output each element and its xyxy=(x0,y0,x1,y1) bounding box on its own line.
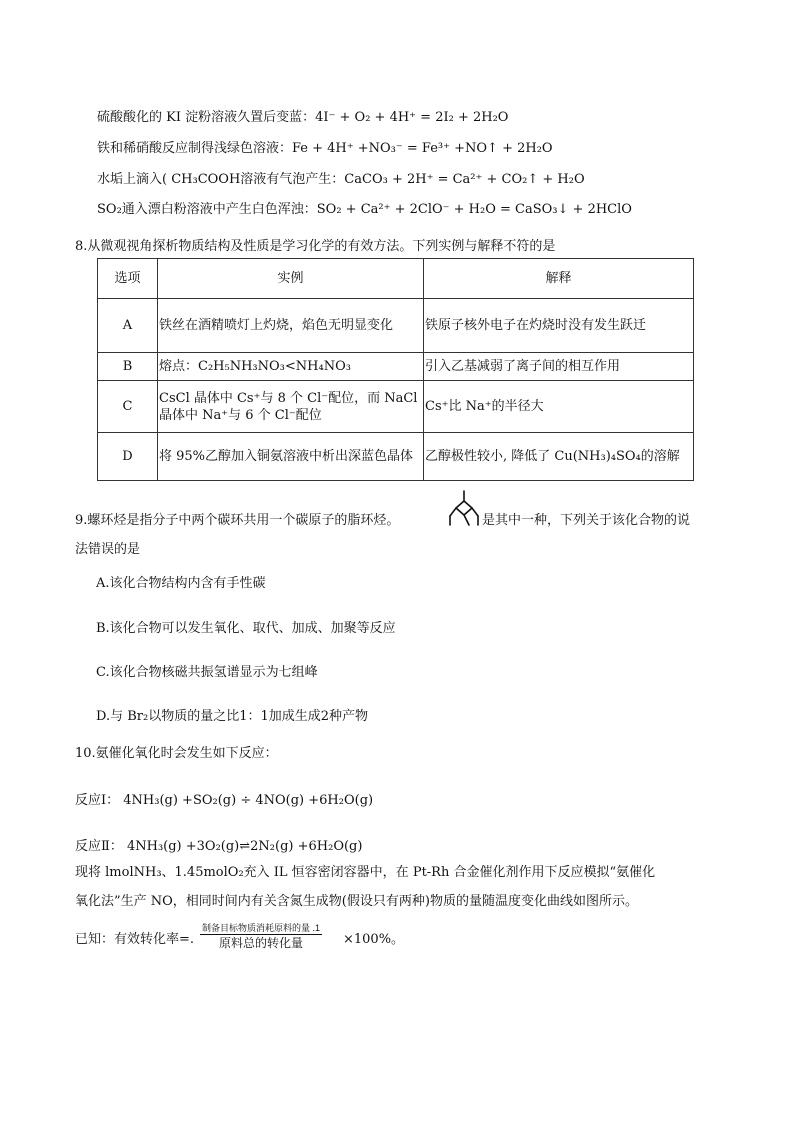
row-option: B xyxy=(98,353,158,381)
table-row xyxy=(98,353,694,381)
fraction-numerator: 制备目标物质消耗原料的量 .1 xyxy=(202,923,321,933)
row-option: A xyxy=(98,299,158,353)
table-row xyxy=(98,381,694,433)
row-explanation: 铁原子核外电子在灼烧时没有发生跃迁 xyxy=(424,299,694,353)
q8-stem: 8.从微观视角探析物质结构及性质是学习化学的有效方法。下列实例与解释不符的是 xyxy=(75,239,556,254)
q10-reaction-1: 反应Ⅰ： 4NH₃(g) +SO₂(g) ÷ 4NO(g) +6H₂O(g) xyxy=(75,793,374,808)
q7-option-a: 硫酸酸化的 KI 淀粉溶液久置后变蓝：4I⁻ + O₂ + 4H⁺ = 2I₂ + 2H₂O xyxy=(97,110,509,125)
fraction-denominator: 原料总的转化量 xyxy=(219,936,304,950)
q9-stem-part2: 是其中一种，下列关于该化合物的说 xyxy=(482,513,691,528)
row-explanation: 引入乙基减弱了离子间的相互作用 xyxy=(424,353,694,381)
q7-option-b: 铁和稀硝酸反应制得浅绿色溶液：Fe + 4H⁺ +NO₃⁻ = Fe³⁺ +NO↑ + 2H₂O xyxy=(97,141,553,156)
q9-option-b: B.该化合物可以发生氧化、取代、加成、加聚等反应 xyxy=(96,621,396,636)
row-example: 熔点：C₂H₅NH₃NO₃<NH₄NO₃ xyxy=(158,353,424,381)
row-option: D xyxy=(98,433,158,481)
q10-known-prefix: 已知：有效转化率=. xyxy=(75,932,195,947)
q9-option-c: C.该化合物核磁共振氢谱显示为七组峰 xyxy=(96,665,318,680)
row-explanation: Cs⁺比 Na⁺的半径大 xyxy=(424,381,694,433)
row-option: C xyxy=(98,381,158,433)
table-row xyxy=(98,433,694,481)
q7-option-c: 水垢上滴入( CH₃COOH溶液有气泡产生：CaCO₃ + 2H⁺ = Ca²⁺ + CO₂↑ + H₂O xyxy=(97,172,585,187)
header-explanation: 解释 xyxy=(424,259,694,299)
q10-stem: 10.氨催化氧化时会发生如下反应： xyxy=(75,746,278,761)
q10-reaction-2: 反应Ⅱ： 4NH₃(g) +3O₂(g)⇌2N₂(g) +6H₂O(g) xyxy=(75,839,363,854)
q8-table-header-row xyxy=(98,259,694,299)
q10-paragraph-line-2: 氧化法”生产 NO，相同时间内有关含氮生成物(假设只有两种)物质的量随温度变化曲线如图所示。 xyxy=(75,894,638,909)
q10-known-suffix: ×100%。 xyxy=(343,932,405,947)
table-row xyxy=(98,299,694,353)
header-option: 选项 xyxy=(98,259,158,299)
row-example: CsCl 晶体中 Cs⁺与 8 个 Cl⁻配位，而 NaCl 晶体中 Na⁺与 6 个 Cl⁻配位 xyxy=(158,381,424,433)
q9-option-d: D.与 Br₂以物质的量之比1：1加成生成2种产物 xyxy=(96,709,369,724)
row-example: 将 95%乙醇加入铜氨溶液中析出深蓝色晶体 xyxy=(158,433,424,481)
q9-stem-part1: 9.螺环烃是指分子中两个碳环共用一个碳原子的脂环烃。 xyxy=(75,513,400,528)
q9-stem-part3: 法错误的是 xyxy=(75,542,141,557)
spiro-compound-structure-icon xyxy=(447,488,481,528)
efficiency-formula-fraction xyxy=(200,922,322,951)
q9-option-a: A.该化合物结构内含有手性碳 xyxy=(96,576,266,591)
row-explanation: 乙醇极性较小, 降低了 Cu(NH₃)₄SO₄的溶解 xyxy=(424,433,694,481)
header-example: 实例 xyxy=(158,259,424,299)
q8-table xyxy=(97,258,694,481)
q10-paragraph-line-1: 现将 lmolNH₃、1.45molO₂充入 IL 恒容密闭容器中，在 Pt-Rh 合金催化剂作用下反应模拟“氨催化 xyxy=(75,865,656,880)
row-example: 铁丝在酒精喷灯上灼烧，焰色无明显变化 xyxy=(158,299,424,353)
q7-option-d: SO₂通入漂白粉溶液中产生白色浑浊：SO₂ + Ca²⁺ + 2ClO⁻ + H₂O = CaSO₃↓ + 2HClO xyxy=(97,202,632,217)
